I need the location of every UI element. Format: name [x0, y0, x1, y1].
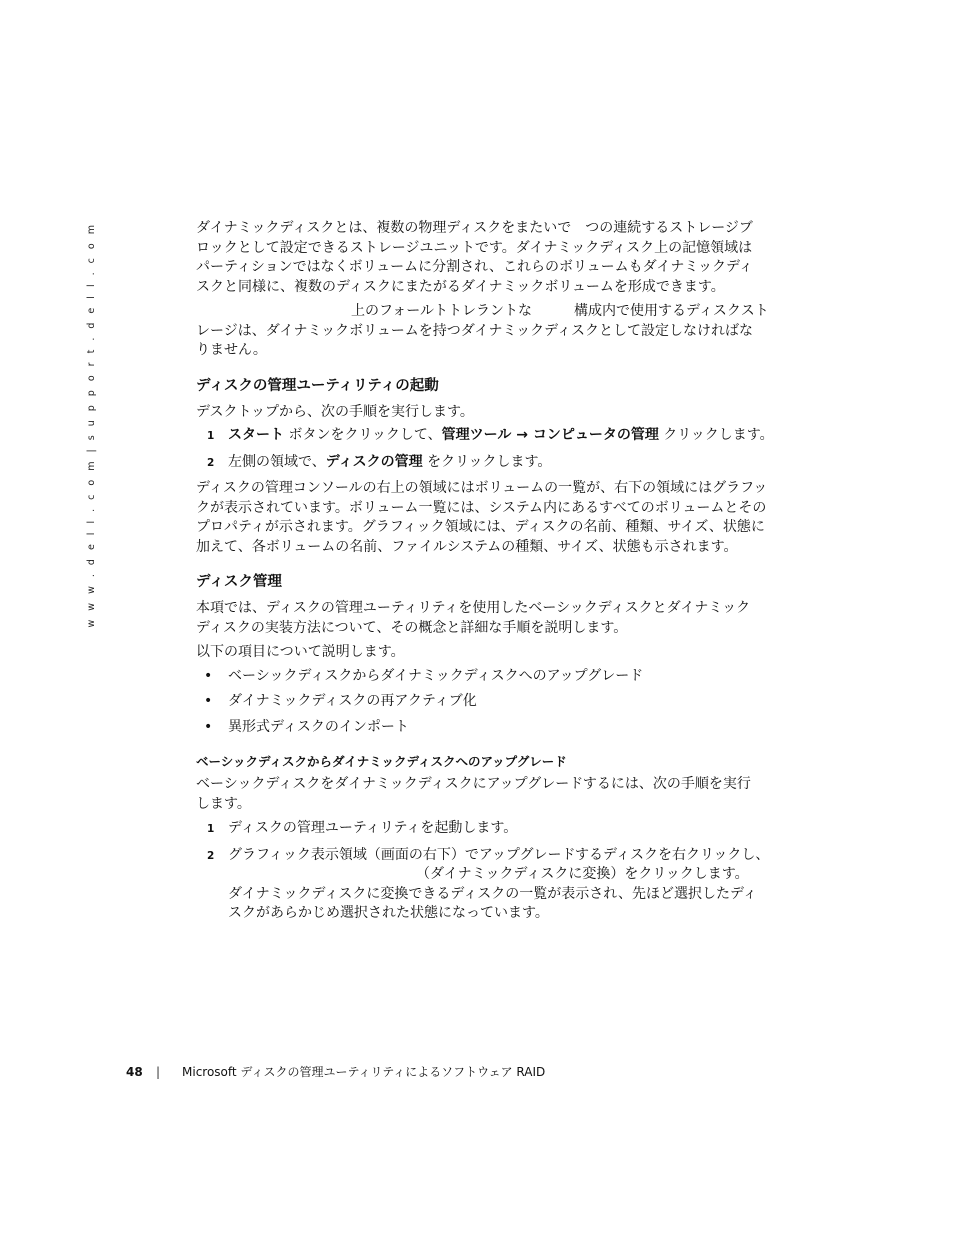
- step-number: 2: [207, 849, 215, 862]
- side-url-text: w w w . d e l l . c o m | s u p p o r t . d e l l . c o m: [85, 222, 97, 628]
- list-item: [196, 718, 816, 738]
- bullet-icon: •: [204, 718, 213, 735]
- step-text: ディスクの管理ユーティリティを起動します。: [228, 820, 518, 836]
- bullet-icon: •: [204, 667, 213, 684]
- desc-line-1: ディスクの管理コンソールの右上の領域にはボリュームの一覧が、右下の領域にはグラフッ: [196, 480, 768, 496]
- section3-step-2: [196, 846, 816, 924]
- section3-intro: [196, 775, 816, 814]
- section1-step-1: [196, 426, 816, 447]
- intro-p2-seg-2: 構成内で使用するディスクスト: [574, 303, 769, 319]
- step-text: [228, 453, 816, 473]
- disk-management-label: ディスクの管理: [325, 453, 423, 470]
- topics-intro: 以下の項目について説明します。: [196, 644, 405, 660]
- step2-line-2: （ダイナミックディスクに変換）をクリックします。: [416, 866, 749, 882]
- intro-paragraph-2: [196, 302, 816, 361]
- bullet-icon: •: [204, 693, 213, 709]
- desc-line-2: クが表示されています。ボリューム一覧には、システム内にあるすべてのボリュームとその: [196, 499, 767, 516]
- section-heading-launch: ディスクの管理ユーティリティの起動: [196, 377, 439, 394]
- desc-line-4: 加えて、各ボリュームの名前、ファイルシステムの種類、サイズ、状態も示されます。: [196, 538, 738, 555]
- intro-p2-line-2: レージは、ダイナミックボリュームを持つダイナミックディスクとして設定しなければな: [196, 322, 754, 339]
- arrow-icon: →: [511, 427, 533, 443]
- start-label: スタート: [228, 427, 284, 443]
- step-number: 1: [207, 823, 215, 835]
- step2-line-1: グラフィック表示領域（画面の右下）でアップグレードするディスクを右クリックし、: [228, 846, 770, 863]
- page-footer: [126, 1064, 545, 1080]
- list-item: [196, 692, 816, 712]
- list-item-text: 異形式ディスクのインポート: [228, 718, 409, 735]
- intro-p1-line-2: ロックとして設定できるストレージユニットです。ダイナミックディスク上の記憶領域は: [196, 239, 753, 256]
- step-text: [228, 426, 816, 446]
- section3-intro-line-1: ベーシックディスクをダイナミックディスクにアップグレードするには、次の手順を実行: [196, 776, 751, 792]
- admin-tools-label: 管理ツール: [441, 427, 512, 443]
- section3-step-1: [196, 819, 816, 840]
- section2-intro-line-2: ディスクの実装方法について、その概念と詳細な手順を説明します。: [196, 619, 628, 636]
- computer-management-label: コンピュータの管理: [532, 427, 659, 443]
- intro-p2-seg-1: 上のフォールトトレラントな: [351, 303, 533, 319]
- side-url: [84, 222, 98, 628]
- step-text: [228, 846, 816, 924]
- page-content: [196, 219, 816, 930]
- step-text-part: ボタンをクリックして、: [284, 427, 442, 443]
- step-text-part: クリックします。: [658, 427, 774, 443]
- section2-intro-line-1: 本項では、ディスクの管理ユーティリティを使用したベーシックディスクとダイナミック: [196, 600, 751, 616]
- list-item: [196, 667, 816, 687]
- intro-p1-line-3: パーティションではなくボリュームに分割され、これらのボリュームもダイナミックディ: [196, 259, 753, 275]
- intro-p1-line-1: ダイナミックディスクとは、複数の物理ディスクをまたいで つの連続するストレージブ: [196, 220, 753, 236]
- step2-line-3: ダイナミックディスクに変換できるディスクの一覧が表示され、先ほど選択したディ: [228, 885, 757, 902]
- footer-title: Microsoft ディスクの管理ユーティリティによるソフトウェア RAID: [182, 1065, 546, 1079]
- page-number: 48: [126, 1065, 143, 1079]
- desc-line-3: プロパティが示されます。グラフィック領域には、ディスクの名前、種類、サイズ、状態に: [196, 519, 765, 535]
- subsection-heading-upgrade: ベーシックディスクからダイナミックディスクへのアップグレード: [196, 754, 567, 769]
- step-text-part: 左側の領域で、: [228, 453, 326, 470]
- intro-p1-line-4: スクと同様に、複数のディスクにまたがるダイナミックボリュームを形成できます。: [196, 278, 725, 295]
- section1-step-2: [196, 453, 816, 474]
- section-heading-disk-management: ディスク管理: [196, 574, 282, 590]
- step-number: 2: [207, 456, 215, 469]
- list-item-text: ダイナミックディスクの再アクティブ化: [228, 693, 477, 709]
- list-item-text: ベーシックディスクからダイナミックディスクへのアップグレード: [228, 667, 644, 684]
- intro-p2-line-3: りません。: [196, 342, 267, 358]
- step-text-part: をクリックします。: [422, 453, 552, 470]
- section1-intro: デスクトップから、次の手順を実行します。: [196, 403, 474, 420]
- section3-intro-line-2: します。: [196, 795, 251, 812]
- intro-paragraph-1: [196, 219, 816, 297]
- step-number: 1: [207, 430, 215, 442]
- section1-description: [196, 479, 816, 557]
- step2-line-4: スクがあらかじめ選択された状態になっています。: [228, 905, 549, 921]
- footer-separator: |: [156, 1065, 161, 1079]
- section2-intro: [196, 599, 816, 638]
